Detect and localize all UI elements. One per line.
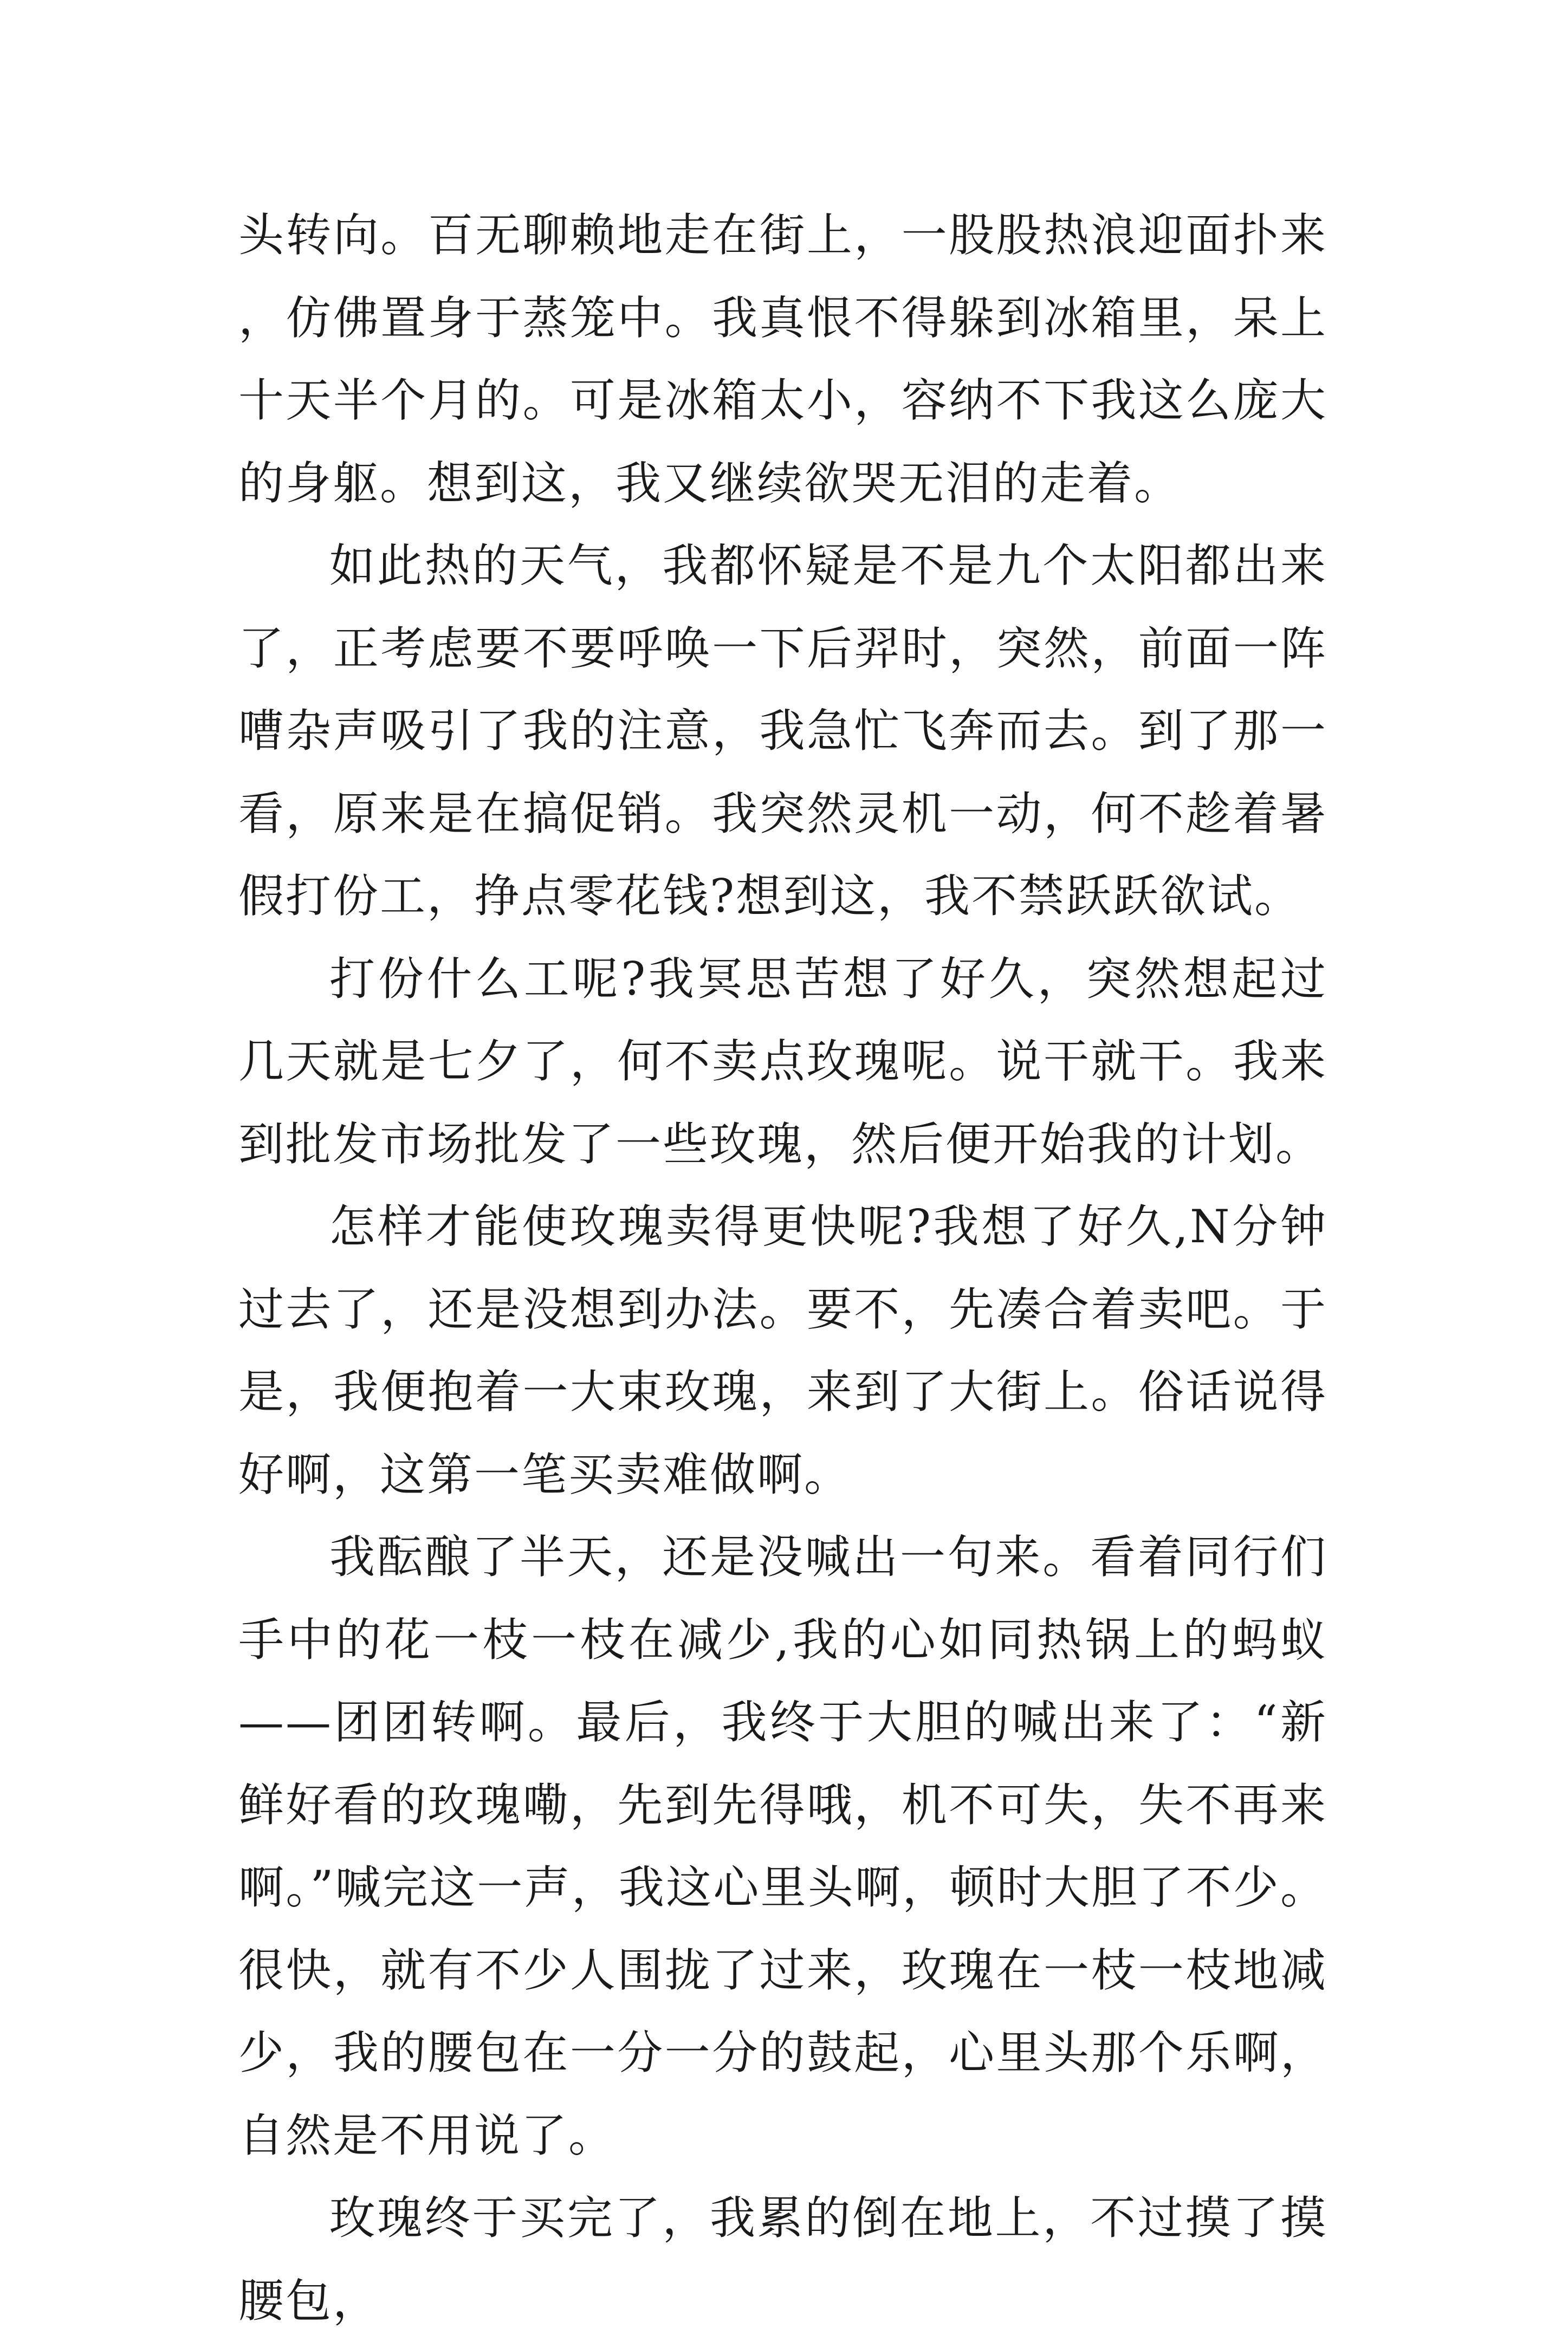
- paragraph: 怎样才能使玫瑰卖得更快呢?我想了好久,N分钟过去了，还是没想到办法。要不，先凑合着卖吧。于是，我便抱着一大束玫瑰，来到了大街上。俗话说得好啊，这第一笔买卖难做啊。: [238, 1200, 1327, 1501]
- paragraph: 我酝酿了半天，还是没喊出一句来。看着同行们手中的花一枝一枝在减少,我的心如同热锅上的蚂蚁——团团转啊。最后，我终于大胆的喊出来了：“新鲜好看的玫瑰嘞，先到先得哦，机不可失，失不再来啊。”喊完这一声，我这心里头啊，顿时大胆了不少。很快，就有不少人围拢了过来，玫瑰在一枝一枝地减少，我的腰包在一分一分的鼓起，心里头那个乐啊，自然是不用说了。: [238, 1530, 1327, 2162]
- paragraph: 如此热的天气，我都怀疑是不是九个太阳都出来了，正考虑要不要呼唤一下后羿时，突然，前面一阵嘈杂声吸引了我的注意，我急忙飞奔而去。到了那一看，原来是在搞促销。我突然灵机一动，何不趁着暑假打份工，挣点零花钱?想到这，我不禁跃跃欲试。: [238, 539, 1327, 923]
- paragraph: 玫瑰终于买完了，我累的倒在地上，不过摸了摸腰包，: [238, 2191, 1327, 2327]
- paragraph: 打份什么工呢?我冥思苦想了好久，突然想起过几天就是七夕了，何不卖点玫瑰呢。说干就干。我来到批发市场批发了一些玫瑰，然后便开始我的计划。: [238, 952, 1327, 1171]
- paragraph: 头转向。百无聊赖地走在街上，一股股热浪迎面扑来，仿佛置身于蒸笼中。我真恨不得躲到冰箱里，呆上十天半个月的。可是冰箱太小，容纳不下我这么庞大的身躯。想到这，我又继续欲哭无泪的走着。: [238, 209, 1327, 510]
- body-text: [238, 194, 1327, 2342]
